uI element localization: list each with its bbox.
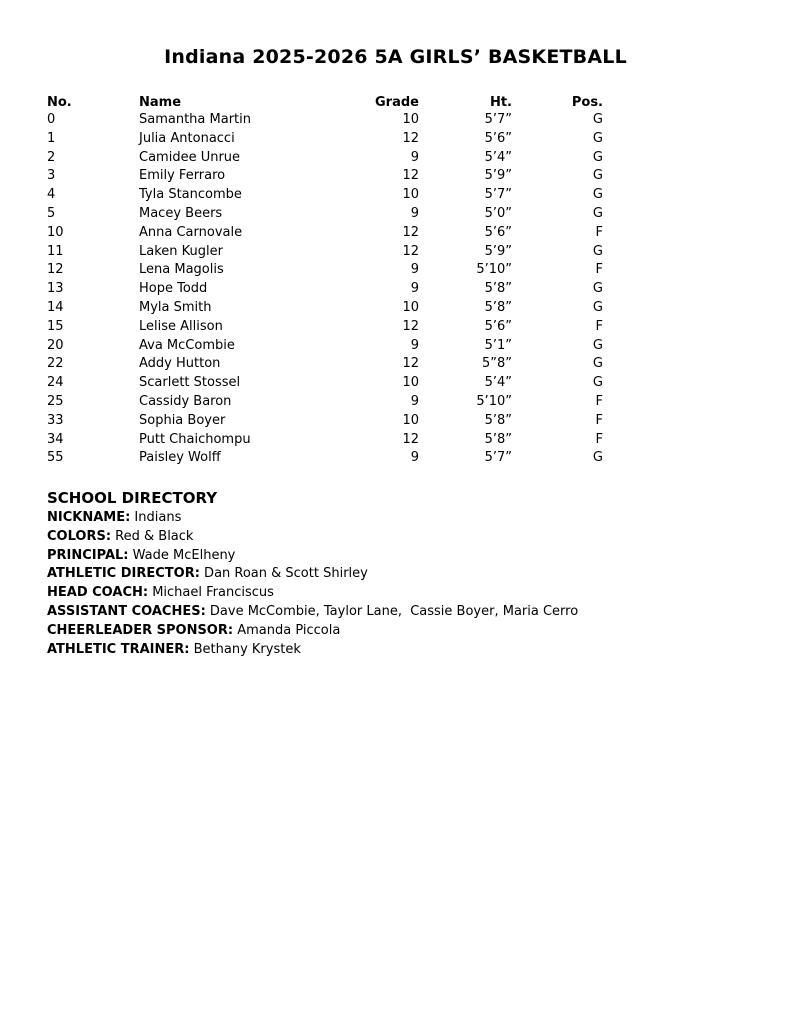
player-grade: 9 — [410, 205, 419, 221]
player-name: Putt Chaichompu — [139, 431, 251, 447]
player-position: F — [595, 412, 603, 428]
table-row — [47, 224, 627, 243]
player-number: 24 — [47, 375, 64, 391]
player-number: 5 — [47, 205, 56, 221]
column-header-position: Pos. — [571, 95, 603, 110]
table-row — [47, 111, 627, 130]
roster-header-row — [47, 94, 627, 111]
player-grade: 10 — [402, 375, 419, 391]
player-position: G — [592, 243, 603, 259]
directory-label: CHEERLEADER SPONSOR: — [47, 622, 234, 638]
player-number: 4 — [47, 187, 56, 203]
player-position: G — [592, 337, 603, 353]
table-row — [47, 412, 627, 431]
table-row — [47, 167, 627, 186]
player-grade: 9 — [410, 337, 419, 353]
player-name: Anna Carnovale — [139, 224, 243, 240]
directory-entry — [47, 509, 578, 528]
directory-title: SCHOOL DIRECTORY — [47, 489, 218, 507]
player-height: 5’6” — [484, 224, 512, 240]
page-title: Indiana 2025-2026 5A GIRLS’ BASKETBALL — [164, 46, 627, 68]
player-position: G — [592, 375, 603, 391]
directory-label: ATHLETIC DIRECTOR: — [47, 566, 200, 582]
directory-value: Dan Roan & Scott Shirley — [199, 566, 368, 582]
column-header-height: Ht. — [489, 95, 512, 110]
player-grade: 10 — [402, 187, 419, 203]
player-position: F — [595, 318, 603, 334]
player-name: Camidee Unrue — [139, 149, 241, 165]
directory-label: ATHLETIC TRAINER: — [47, 641, 190, 657]
player-number: 2 — [47, 149, 56, 165]
player-position: F — [595, 262, 603, 278]
directory-value: Amanda Piccola — [233, 622, 341, 638]
player-height: 5’4” — [484, 375, 512, 391]
player-name: Addy Hutton — [139, 356, 221, 372]
player-number: 13 — [47, 281, 64, 297]
table-row — [47, 337, 627, 356]
player-height: 5’4” — [484, 149, 512, 165]
table-row — [47, 318, 627, 337]
player-position: F — [595, 224, 603, 240]
player-name: Lelise Allison — [139, 318, 223, 334]
player-height: 5’8” — [484, 299, 512, 315]
table-row — [47, 374, 627, 393]
player-height: 5’0” — [484, 205, 512, 221]
player-grade: 10 — [402, 112, 419, 127]
table-row — [47, 299, 627, 318]
table-row — [47, 149, 627, 168]
player-number: 0 — [47, 112, 56, 127]
player-name: Paisley Wolff — [139, 450, 221, 466]
player-position: G — [592, 450, 603, 466]
player-height: 5’9” — [484, 243, 512, 259]
directory-value: Red & Black — [111, 528, 194, 544]
player-height: 5’8” — [484, 412, 512, 428]
player-name: Tyla Stancombe — [139, 187, 242, 203]
player-number: 20 — [47, 337, 64, 353]
roster-body — [47, 111, 627, 468]
player-height: 5’6” — [484, 130, 512, 146]
table-row — [47, 393, 627, 412]
player-name: Emily Ferraro — [139, 168, 226, 184]
player-grade: 9 — [410, 393, 419, 409]
table-row — [47, 431, 627, 450]
player-position: G — [592, 168, 603, 184]
player-name: Macey Beers — [139, 205, 223, 221]
directory-label: NICKNAME: — [47, 510, 131, 525]
column-header-grade: Grade — [375, 95, 419, 110]
directory-label: HEAD COACH: — [47, 585, 149, 601]
player-grade: 9 — [410, 262, 419, 278]
player-grade: 12 — [402, 431, 419, 447]
player-grade: 10 — [402, 299, 419, 315]
player-height: 5’7” — [484, 187, 512, 203]
player-height: 5’9” — [484, 168, 512, 184]
player-number: 55 — [47, 450, 64, 466]
directory-entry — [47, 641, 578, 660]
table-row — [47, 355, 627, 374]
player-position: G — [592, 149, 603, 165]
player-number: 33 — [47, 412, 64, 428]
player-grade: 12 — [402, 356, 419, 372]
player-grade: 12 — [402, 318, 419, 334]
player-number: 15 — [47, 318, 64, 334]
player-name: Ava McCombie — [139, 337, 235, 353]
player-height: 5’10” — [476, 262, 512, 278]
player-position: F — [595, 431, 603, 447]
player-position: F — [595, 393, 603, 409]
player-grade: 12 — [402, 243, 419, 259]
player-height: 5’8” — [484, 281, 512, 297]
player-number: 11 — [47, 243, 64, 259]
school-directory — [47, 488, 578, 659]
player-position: G — [592, 281, 603, 297]
player-height: 5’1” — [484, 337, 512, 353]
player-number: 10 — [47, 224, 64, 240]
player-position: G — [592, 356, 603, 372]
player-number: 14 — [47, 299, 64, 315]
directory-label: PRINCIPAL: — [47, 547, 129, 563]
player-name: Sophia Boyer — [139, 412, 226, 428]
player-name: Myla Smith — [139, 299, 212, 315]
player-position: G — [592, 112, 603, 127]
directory-value: Wade McElheny — [128, 547, 236, 563]
player-grade: 9 — [410, 281, 419, 297]
directory-label: COLORS: — [47, 528, 112, 544]
directory-value: Michael Franciscus — [148, 585, 274, 601]
directory-value: Indians — [130, 510, 182, 525]
roster-table — [47, 94, 627, 468]
directory-entry — [47, 584, 578, 603]
table-row — [47, 186, 627, 205]
player-name: Cassidy Baron — [139, 393, 232, 409]
directory-value: Bethany Krystek — [189, 641, 301, 657]
player-number: 12 — [47, 262, 64, 278]
table-row — [47, 205, 627, 224]
player-grade: 9 — [410, 149, 419, 165]
player-number: 22 — [47, 356, 64, 372]
directory-label: ASSISTANT COACHES: — [47, 603, 206, 619]
directory-entry — [47, 603, 578, 622]
player-number: 1 — [47, 130, 56, 146]
player-position: G — [592, 130, 603, 146]
table-row — [47, 280, 627, 299]
player-number: 34 — [47, 431, 64, 447]
column-header-no: No. — [47, 95, 72, 110]
player-name: Laken Kugler — [139, 243, 223, 259]
player-name: Scarlett Stossel — [139, 375, 241, 391]
table-row — [47, 243, 627, 262]
directory-entry — [47, 547, 578, 566]
column-header-name: Name — [139, 95, 182, 110]
player-number: 3 — [47, 168, 56, 184]
table-row — [47, 130, 627, 149]
directory-value: Dave McCombie, Taylor Lane, Cassie Boyer, Maria Cerro — [205, 603, 579, 619]
player-height: 5’6” — [484, 318, 512, 334]
player-height: 5’7” — [484, 112, 512, 127]
player-grade: 12 — [402, 130, 419, 146]
directory-entry — [47, 565, 578, 584]
player-name: Hope Todd — [139, 281, 208, 297]
player-position: G — [592, 299, 603, 315]
player-name: Samantha Martin — [139, 112, 251, 127]
player-height: 5’8” — [484, 431, 512, 447]
player-height: 5”8” — [481, 356, 512, 372]
player-number: 25 — [47, 393, 64, 409]
table-row — [47, 261, 627, 280]
player-grade: 12 — [402, 224, 419, 240]
player-grade: 10 — [402, 412, 419, 428]
directory-entry — [47, 622, 578, 641]
directory-body — [47, 509, 578, 659]
player-name: Julia Antonacci — [139, 130, 235, 146]
player-height: 5’7” — [484, 450, 512, 466]
player-grade: 9 — [410, 450, 419, 466]
player-position: G — [592, 187, 603, 203]
player-name: Lena Magolis — [139, 262, 224, 278]
table-row — [47, 449, 627, 468]
player-height: 5’10” — [476, 393, 512, 409]
player-position: G — [592, 205, 603, 221]
directory-entry — [47, 528, 578, 547]
player-grade: 12 — [402, 168, 419, 184]
